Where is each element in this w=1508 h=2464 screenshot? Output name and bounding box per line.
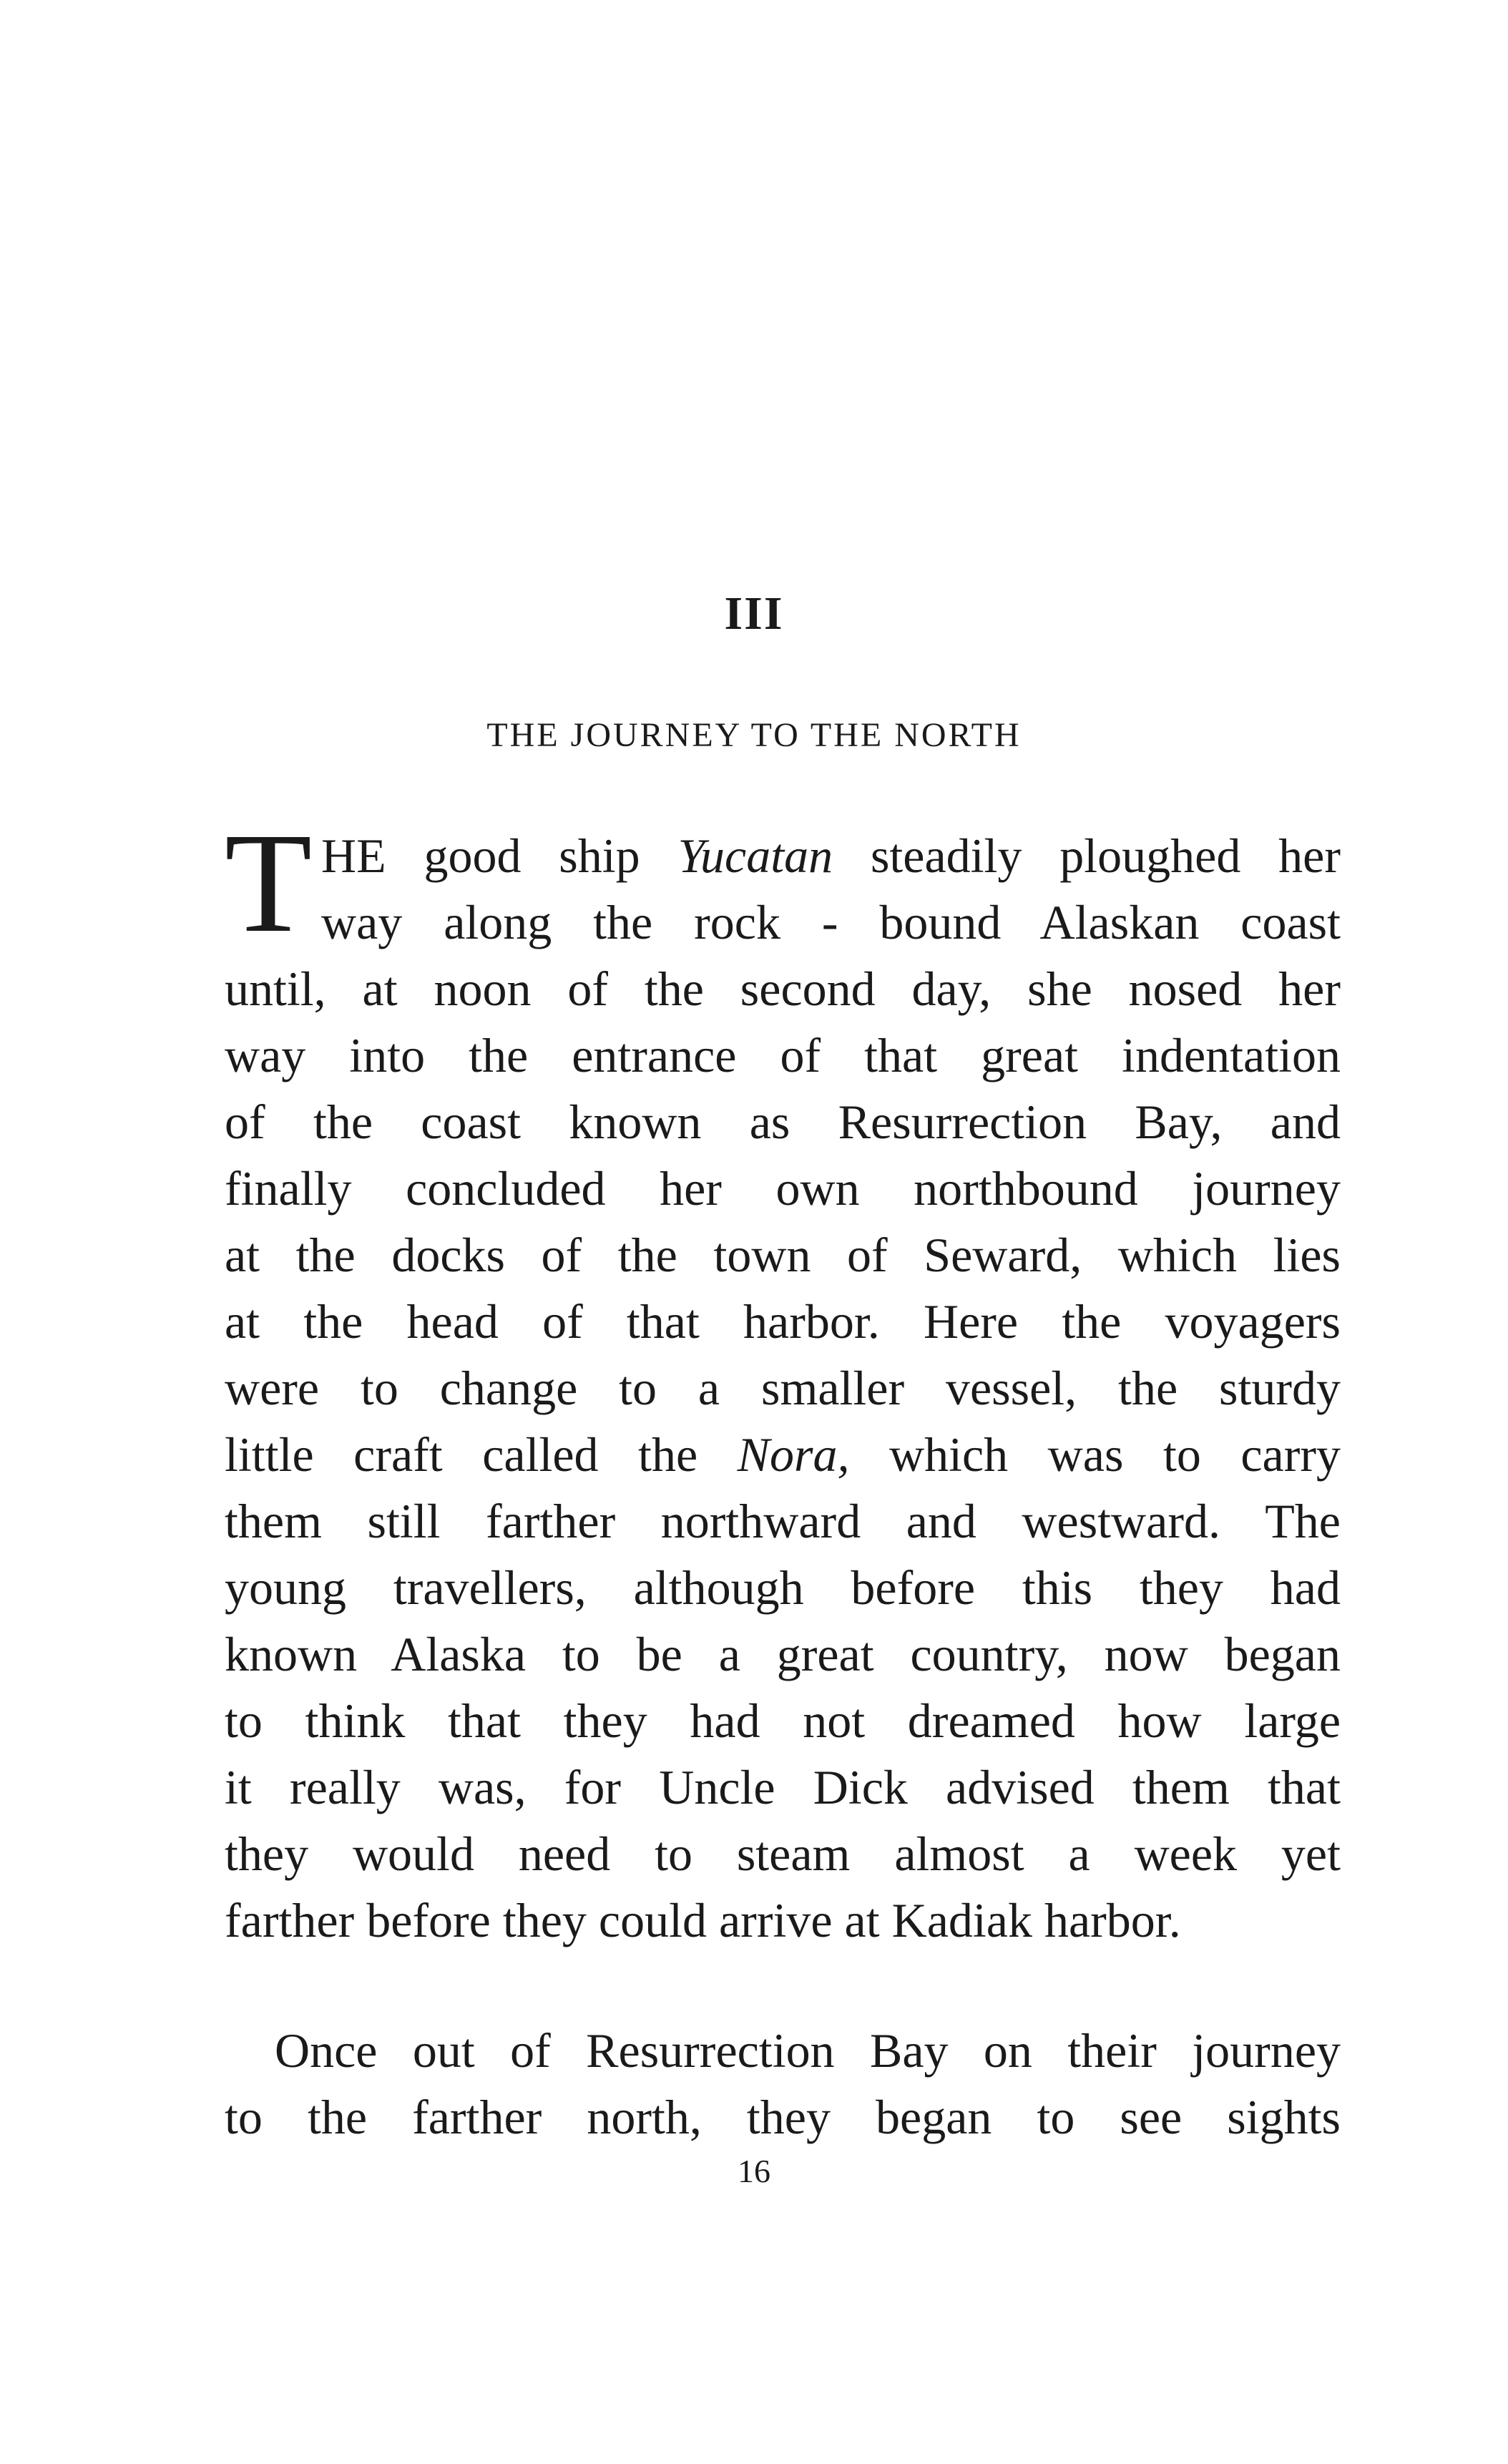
text-line: at the head of that harbor. Here the voyagers bbox=[225, 1294, 1341, 1349]
chapter-number: III bbox=[724, 587, 784, 640]
paragraph-2 bbox=[225, 2018, 1341, 2151]
text-line: known Alaska to be a great country, now began bbox=[225, 1627, 1341, 1681]
text-line: were to change to a smaller vessel, the sturdy bbox=[225, 1361, 1341, 1415]
drop-cap: T bbox=[225, 804, 313, 962]
paragraph-1 bbox=[225, 823, 1341, 1954]
text-line: Once out of Resurrection Bay on their journey bbox=[275, 2023, 1341, 2078]
text-line: of the coast known as Resurrection Bay, and bbox=[225, 1095, 1341, 1149]
text-line: way into the entrance of that great indentation bbox=[225, 1028, 1341, 1082]
text-line: until, at noon of the second day, she nosed her bbox=[225, 962, 1341, 1016]
text-line: them still farther northward and westward. The bbox=[225, 1494, 1341, 1548]
text-line: little craft called the Nora, which was to carry bbox=[225, 1427, 1341, 1482]
text-line: to the farther north, they began to see sights bbox=[225, 2090, 1341, 2144]
text-line: finally concluded her own northbound journey bbox=[225, 1161, 1341, 1216]
text-line: at the docks of the town of Seward, which lies bbox=[225, 1228, 1341, 1282]
text-line: way along the rock - bound Alaskan coast bbox=[321, 895, 1341, 949]
page-number: 16 bbox=[738, 2153, 770, 2189]
chapter-title: THE JOURNEY TO THE NORTH bbox=[486, 716, 1022, 754]
text-line: to think that they had not dreamed how large bbox=[225, 1693, 1341, 1748]
text-line: they would need to steam almost a week yet bbox=[225, 1827, 1341, 1881]
text-line: young travellers, although before this they had bbox=[225, 1560, 1341, 1615]
text-line: HE good ship Yucatan steadily ploughed her bbox=[321, 828, 1341, 883]
text-line: farther before they could arrive at Kadiak harbor. bbox=[225, 1893, 1181, 1947]
ship-name-yucatan: Yucatan bbox=[677, 828, 833, 883]
ship-name-nora: Nora, bbox=[737, 1427, 850, 1482]
text-line: it really was, for Uncle Dick advised them that bbox=[225, 1760, 1341, 1814]
